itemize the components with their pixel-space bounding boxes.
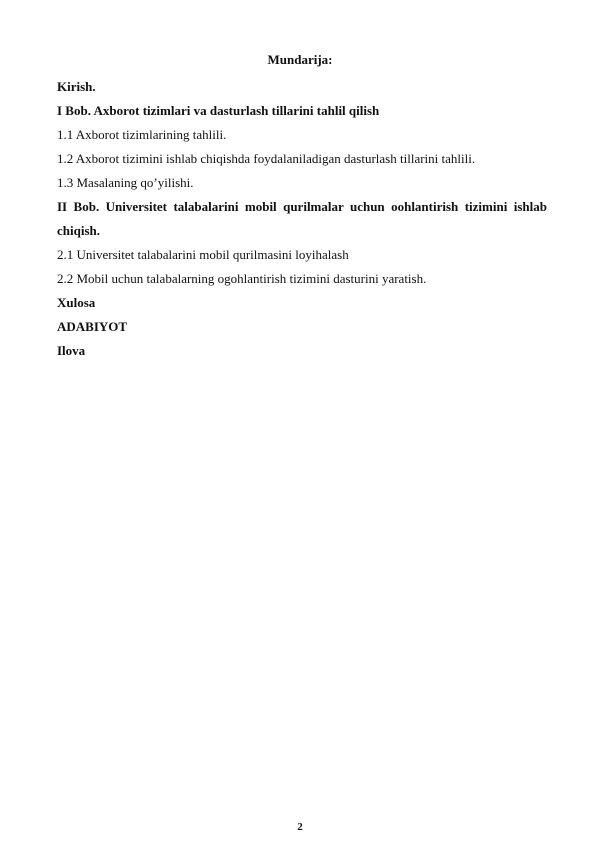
page-number: 2: [297, 821, 303, 833]
toc-title: Mundarija:: [267, 52, 333, 67]
toc-entry-conclusion: Xulosa: [57, 295, 96, 310]
toc-entry-references: ADABIYOT: [57, 319, 128, 334]
toc-entry-section-2-2: 2.2 Mobil uchun talabalarning ogohlantirish tizimini dasturini yaratish.: [57, 271, 427, 286]
toc-entry-appendix: Ilova: [57, 343, 86, 358]
toc-entry-chapter-2: II Bob. Universitet talabalarini mobil qurilmalar uchun oohlantirish tizimini ishlab chiqish.: [57, 199, 547, 238]
toc-entry-introduction: Kirish.: [57, 79, 96, 94]
toc-entry-section-1-1: 1.1 Axborot tizimlarining tahlili.: [57, 127, 227, 142]
table-of-contents: [57, 75, 547, 363]
toc-entry-section-1-3: 1.3 Masalaning qo’yilishi.: [57, 175, 194, 190]
toc-entry-section-1-2: 1.2 Axborot tizimini ishlab chiqishda foydalaniladigan dasturlash tillarini tahlili.: [57, 151, 476, 166]
toc-entry-chapter-1: I Bob. Axborot tizimlari va dasturlash tillarini tahlil qilish: [57, 103, 380, 118]
toc-entry-section-2-1: 2.1 Universitet talabalarini mobil qurilmasini loyihalash: [57, 247, 349, 262]
